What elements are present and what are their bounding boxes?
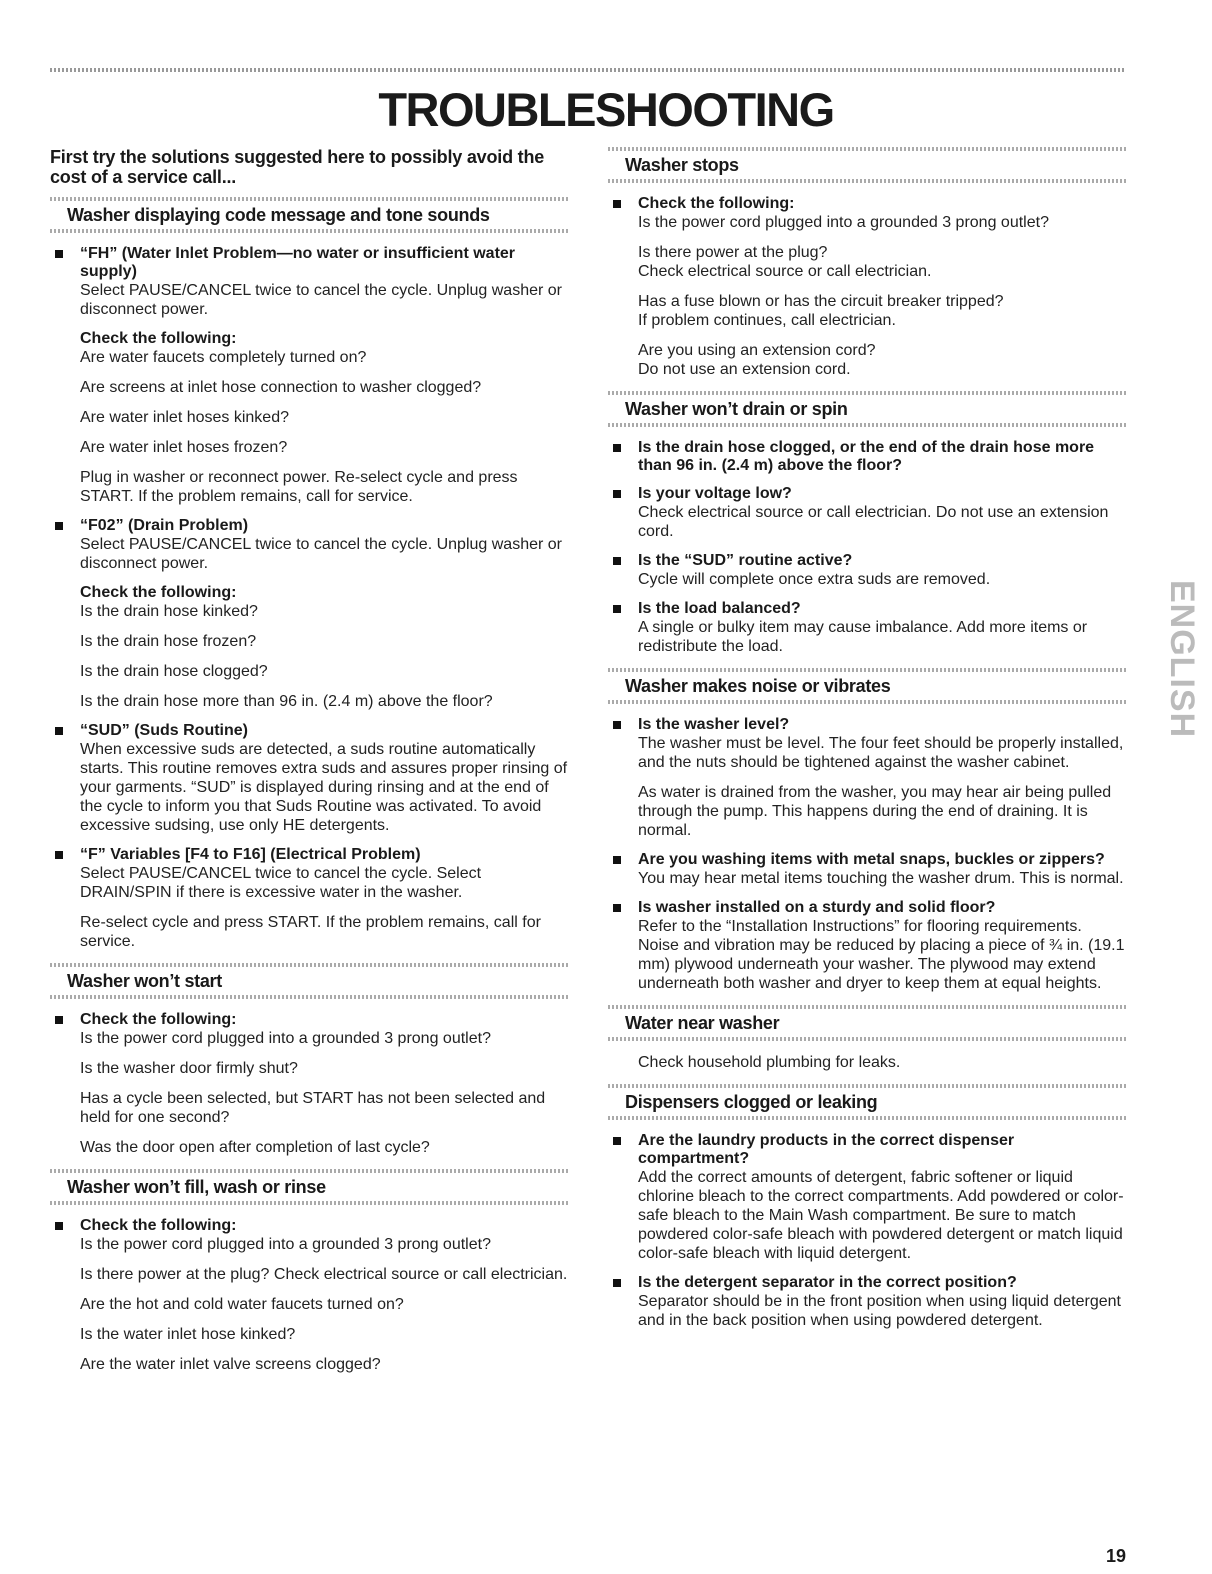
section-header (608, 1005, 1126, 1041)
troubleshooting-section (50, 963, 570, 1157)
bullet-item (608, 851, 1126, 888)
bullet-item (608, 195, 1126, 379)
item-answer: Add the correct amounts of detergent, fabric softener or liquid chlorine bleach to the correct compartments. Add powdered or color-safe bleach to the Main Wash compartment. Be sure to match powdered color-safe bleach with powdered detergent or match liquid color-safe bleach with liquid detergent. (638, 1169, 1124, 1262)
section-header (50, 197, 570, 233)
language-side-tab (1152, 568, 1201, 788)
section-title: Washer stops (625, 155, 739, 175)
item-answer: Are you using an extension cord? Do not use an extension cord. (638, 342, 876, 378)
bullet-square-icon (613, 444, 621, 452)
item-answer: Is the power cord plugged into a grounded 3 prong outlet? (80, 1236, 491, 1253)
bullet-square-icon (613, 721, 621, 729)
item-question: “F” Variables [F4 to F16] (Electrical Problem) (80, 846, 421, 863)
item-answer: As water is drained from the washer, you may hear air being pulled through the pump. This happens during the end of draining. It is normal. (638, 784, 1112, 839)
section-header (50, 1169, 570, 1205)
troubleshooting-section (608, 1084, 1126, 1330)
check-item: Is the drain hose frozen? (80, 633, 257, 650)
item-answer: Is the water inlet hose kinked? (80, 1326, 296, 1343)
item-question: Is the detergent separator in the correct position? (638, 1274, 1017, 1291)
item-answer: Has a cycle been selected, but START has not been selected and held for one second? (80, 1090, 546, 1126)
bullet-item (50, 517, 570, 711)
bullet-square-icon (613, 605, 621, 613)
section-title: Washer won’t start (67, 971, 222, 991)
section-text: Check household plumbing for leaks. (638, 1054, 901, 1071)
item-answer: Is the washer door firmly shut? (80, 1060, 298, 1077)
bullet-square-icon (613, 1279, 621, 1287)
right-column (608, 147, 1126, 1342)
section-title: Washer makes noise or vibrates (625, 676, 891, 696)
troubleshooting-section (608, 147, 1126, 379)
troubleshooting-section (608, 1005, 1126, 1072)
section-title: Dispensers clogged or leaking (625, 1092, 878, 1112)
item-question: Is washer installed on a sturdy and solid floor? (638, 899, 996, 916)
bullet-item (50, 846, 570, 951)
troubleshooting-section (50, 197, 570, 951)
bullet-item (50, 722, 570, 835)
bullet-square-icon (613, 200, 621, 208)
item-question: Are the laundry products in the correct dispenser compartment? (638, 1132, 1015, 1167)
item-answer: Is the power cord plugged into a grounded 3 prong outlet? (80, 1030, 491, 1047)
bullet-square-icon (55, 1016, 63, 1024)
item-question: Check the following: (638, 195, 795, 212)
check-item: Is the drain hose kinked? (80, 603, 258, 620)
item-answer: Was the door open after completion of last cycle? (80, 1139, 430, 1156)
item-answer: A single or bulky item may cause imbalance. Add more items or redistribute the load. (638, 619, 1088, 655)
item-answer: The washer must be level. The four feet should be properly installed, and the nuts should be tightened against the washer cabinet. (638, 735, 1124, 771)
item-question: “SUD” (Suds Routine) (80, 722, 248, 739)
bullet-item (608, 439, 1126, 475)
section-title: Washer won’t drain or spin (625, 399, 848, 419)
bullet-square-icon (55, 522, 63, 530)
item-question: Check the following: (80, 1217, 237, 1234)
item-answer: Re-select cycle and press START. If the problem remains, call for service. (80, 914, 541, 950)
section-title: Washer displaying code message and tone sounds (67, 205, 490, 225)
item-answer: Are the water inlet valve screens clogged? (80, 1356, 381, 1373)
left-column (50, 147, 570, 1386)
check-item: Are water faucets completely turned on? (80, 349, 367, 366)
bullet-square-icon (613, 557, 621, 565)
item-answer: Is the power cord plugged into a grounded 3 prong outlet? (638, 214, 1049, 231)
bullet-item (608, 899, 1126, 993)
bullet-square-icon (55, 727, 63, 735)
bullet-item (50, 1011, 570, 1157)
item-answer: Select PAUSE/CANCEL twice to cancel the cycle. Unplug washer or disconnect power. (80, 536, 562, 572)
item-question: “F02” (Drain Problem) (80, 517, 249, 534)
check-following-label: Check the following: (80, 330, 237, 347)
item-question: Is the washer level? (638, 716, 790, 733)
item-answer: Is there power at the plug? Check electrical source or call electrician. (638, 244, 932, 280)
check-item: Is the drain hose more than 96 in. (2.4 m) above the floor? (80, 693, 493, 710)
item-answer: Refer to the “Installation Instructions” for flooring requirements. Noise and vibration may be reduced by placing a piece of ¾ in. (19.1 mm) plywood underneath your washer. The plywood may extend underneath both washer and dryer to keep them at equal heights. (638, 918, 1125, 992)
bullet-square-icon (613, 1137, 621, 1145)
bullet-item (608, 716, 1126, 840)
page-title: TROUBLESHOOTING (378, 83, 834, 136)
check-following-label: Check the following: (80, 584, 237, 601)
item-answer: Select PAUSE/CANCEL twice to cancel the cycle. Select DRAIN/SPIN if there is excessive water in the washer. (80, 865, 482, 901)
troubleshooting-section (50, 1169, 570, 1374)
bullet-square-icon (55, 851, 63, 859)
section-header (608, 668, 1126, 704)
section-header (608, 1084, 1126, 1120)
item-question: Are you washing items with metal snaps, buckles or zippers? (638, 851, 1105, 868)
bullet-item (608, 1274, 1126, 1330)
check-item: Are screens at inlet hose connection to washer clogged? (80, 379, 482, 396)
bullet-square-icon (55, 250, 63, 258)
item-question: Is the “SUD” routine active? (638, 552, 853, 569)
section-title: Washer won’t fill, wash or rinse (67, 1177, 326, 1197)
item-answer: Are the hot and cold water faucets turned on? (80, 1296, 404, 1313)
item-answer: Cycle will complete once extra suds are removed. (638, 571, 991, 588)
top-rule (50, 68, 1126, 72)
side-tab-label: ENGLISH (1163, 580, 1201, 739)
bullet-square-icon (55, 1222, 63, 1230)
item-answer: Is there power at the plug? Check electrical source or call electrician. (80, 1266, 568, 1283)
item-answer: You may hear metal items touching the washer drum. This is normal. (638, 870, 1124, 887)
item-answer: Check electrical source or call electrician. Do not use an extension cord. (638, 504, 1109, 540)
section-header (50, 963, 570, 999)
bullet-square-icon (613, 856, 621, 864)
troubleshooting-section (608, 668, 1126, 993)
bullet-square-icon (613, 904, 621, 912)
bullet-item (608, 485, 1126, 541)
bullet-item (608, 1132, 1126, 1263)
bullet-item (50, 1217, 570, 1374)
page-number: 19 (1105, 1546, 1126, 1566)
section-header (608, 147, 1126, 183)
bullet-item (608, 552, 1126, 589)
check-item: Plug in washer or reconnect power. Re-select cycle and press START. If the problem remains, call for service. (80, 469, 518, 505)
bullet-square-icon (613, 490, 621, 498)
check-item: Is the drain hose clogged? (80, 663, 268, 680)
section-header (608, 391, 1126, 427)
item-question: Is the drain hose clogged, or the end of the drain hose more than 96 in. (2.4 m) above the floor? (638, 439, 1095, 474)
item-answer: Separator should be in the front position when using liquid detergent and in the back position when using powdered detergent. (638, 1293, 1121, 1329)
item-question: “FH” (Water Inlet Problem—no water or insufficient water supply) (80, 245, 516, 280)
item-question: Check the following: (80, 1011, 237, 1028)
section-title: Water near washer (625, 1013, 780, 1033)
bullet-item (608, 600, 1126, 656)
item-question: Is the load balanced? (638, 600, 801, 617)
item-question: Is your voltage low? (638, 485, 792, 502)
item-answer: Select PAUSE/CANCEL twice to cancel the cycle. Unplug washer or disconnect power. (80, 282, 562, 318)
check-item: Are water inlet hoses frozen? (80, 439, 288, 456)
item-answer: When excessive suds are detected, a suds routine automatically starts. This routine removes extra suds and assures proper rinsing of your garments. “SUD” is displayed during rinsing and at the end of the cycle to inform you that Suds Routine was activated. To avoid excessive sudsing, use only HE detergents. (80, 741, 568, 834)
item-answer: Has a fuse blown or has the circuit breaker tripped? If problem continues, call electrician. (638, 293, 1004, 329)
troubleshooting-section (608, 391, 1126, 656)
intro-text: First try the solutions suggested here to possibly avoid the cost of a service call... (50, 147, 545, 187)
bullet-item (50, 245, 570, 506)
check-item: Are water inlet hoses kinked? (80, 409, 289, 426)
